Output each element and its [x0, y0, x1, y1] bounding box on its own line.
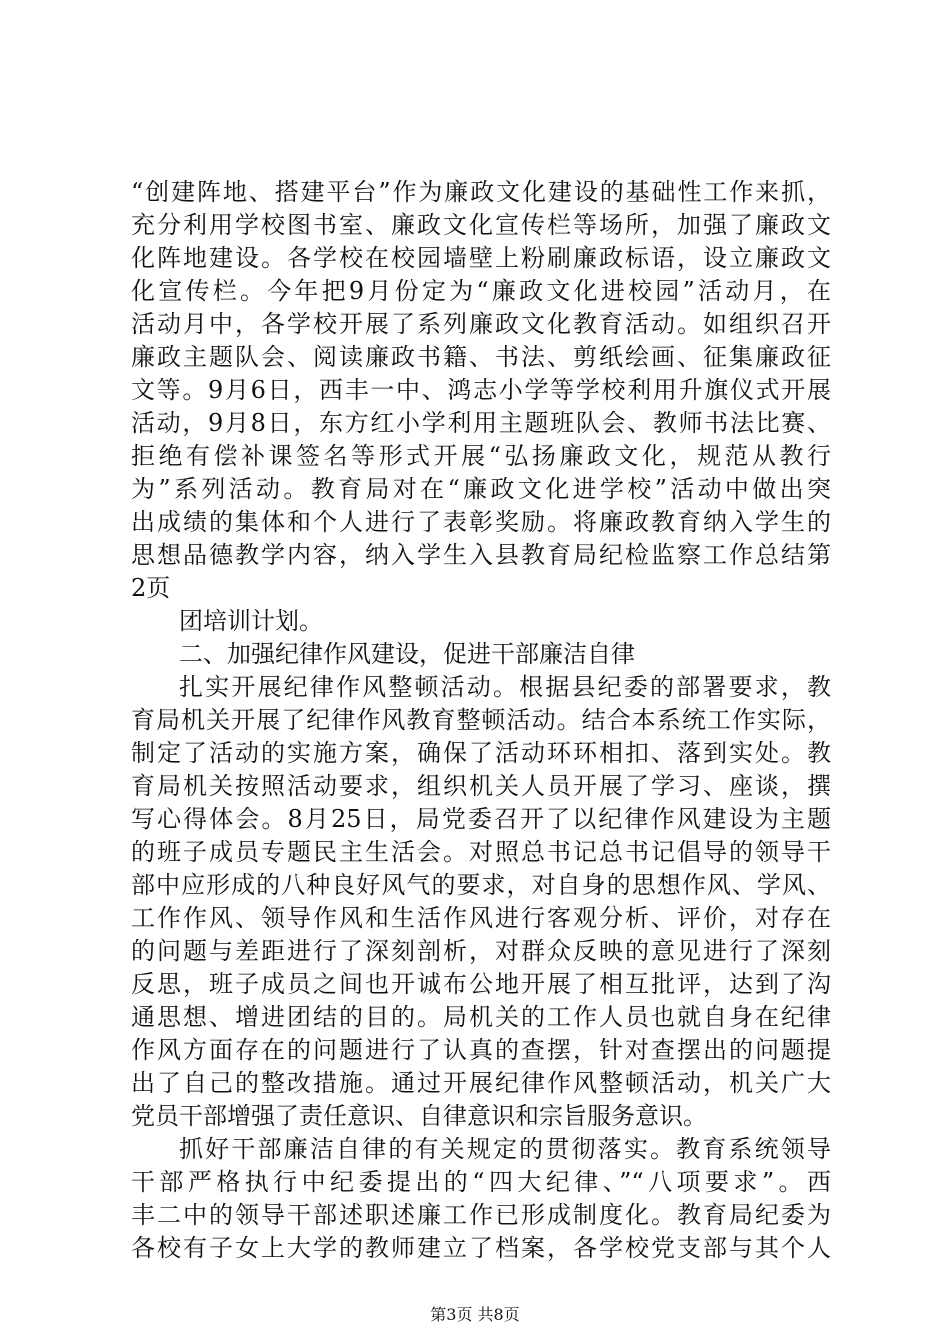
text-line: 2页	[131, 574, 171, 602]
text-line: 化阵地建设。各学校在校园墙壁上粉刷廉政标语，设立廉政文	[131, 244, 831, 272]
text-line: 部中应形成的八种良好风气的要求，对自身的思想作风、学风、	[131, 871, 831, 899]
text-line: 为”系列活动。教育局对在“廉政文化进学校”活动中做出突	[131, 475, 831, 503]
text-line: 的问题与差距进行了深刻剖析，对群众反映的意见进行了深刻	[131, 937, 831, 965]
text-line: “创建阵地、搭建平台”作为廉政文化建设的基础性工作来抓，	[131, 178, 831, 206]
text-line: 工作作风、领导作风和生活作风进行客观分析、评价，对存在	[131, 904, 831, 932]
text-line: 文等。9月6日，西丰一中、鸿志小学等学校利用升旗仪式开展	[131, 376, 831, 404]
text-line: 充分利用学校图书室、廉政文化宣传栏等场所，加强了廉政文	[131, 211, 831, 239]
body-text	[131, 176, 831, 1265]
text-line: 抓好干部廉洁自律的有关规定的贯彻落实。教育系统领导	[179, 1135, 831, 1163]
text-line: 二、加强纪律作风建设，促进干部廉洁自律	[179, 640, 635, 668]
text-line: 活动，9月8日，东方红小学利用主题班队会、教师书法比赛、	[131, 409, 831, 437]
text-line: 育局机关开展了纪律作风教育整顿活动。结合本系统工作实际，	[131, 706, 831, 734]
text-line: 团培训计划。	[179, 607, 323, 635]
text-line: 反思，班子成员之间也开诚布公地开展了相互批评，达到了沟	[131, 970, 831, 998]
text-line: 扎实开展纪律作风整顿活动。根据县纪委的部署要求，教	[179, 673, 831, 701]
text-line: 写心得体会。8月25日，局党委召开了以纪律作风建设为主题	[131, 805, 831, 833]
text-line: 通思想、增进团结的目的。局机关的工作人员也就自身在纪律	[131, 1003, 831, 1031]
text-line: 出了自己的整改措施。通过开展纪律作风整顿活动，机关广大	[131, 1069, 831, 1097]
page-footer: 第3页 共8页	[430, 1305, 520, 1324]
text-line: 丰二中的领导干部述职述廉工作已形成制度化。教育局纪委为	[131, 1201, 831, 1229]
text-line: 拒绝有偿补课签名等形式开展“弘扬廉政文化，规范从教行	[131, 442, 831, 470]
text-line: 制定了活动的实施方案，确保了活动环环相扣、落到实处。教	[131, 739, 831, 767]
text-line: 作风方面存在的问题进行了认真的查摆，针对查摆出的问题提	[131, 1036, 831, 1064]
text-line: 廉政主题队会、阅读廉政书籍、书法、剪纸绘画、征集廉政征	[131, 343, 831, 371]
text-line: 化宣传栏。今年把9月份定为“廉政文化进校园”活动月，在	[131, 277, 831, 305]
text-line: 党员干部增强了责任意识、自律意识和宗旨服务意识。	[131, 1102, 707, 1130]
text-line: 思想品德教学内容，纳入学生入县教育局纪检监察工作总结第	[131, 541, 831, 569]
text-line: 活动月中，各学校开展了系列廉政文化教育活动。如组织召开	[131, 310, 831, 338]
text-line: 的班子成员专题民主生活会。对照总书记总书记倡导的领导干	[131, 838, 831, 866]
text-line: 育局机关按照活动要求，组织机关人员开展了学习、座谈，撰	[131, 772, 831, 800]
text-line: 出成绩的集体和个人进行了表彰奖励。将廉政教育纳入学生的	[131, 508, 831, 536]
text-line: 各校有子女上大学的教师建立了档案，各学校党支部与其个人	[131, 1234, 831, 1262]
text-line: 干部严格执行中纪委提出的“四大纪律、”“八项要求”。西	[131, 1168, 831, 1196]
